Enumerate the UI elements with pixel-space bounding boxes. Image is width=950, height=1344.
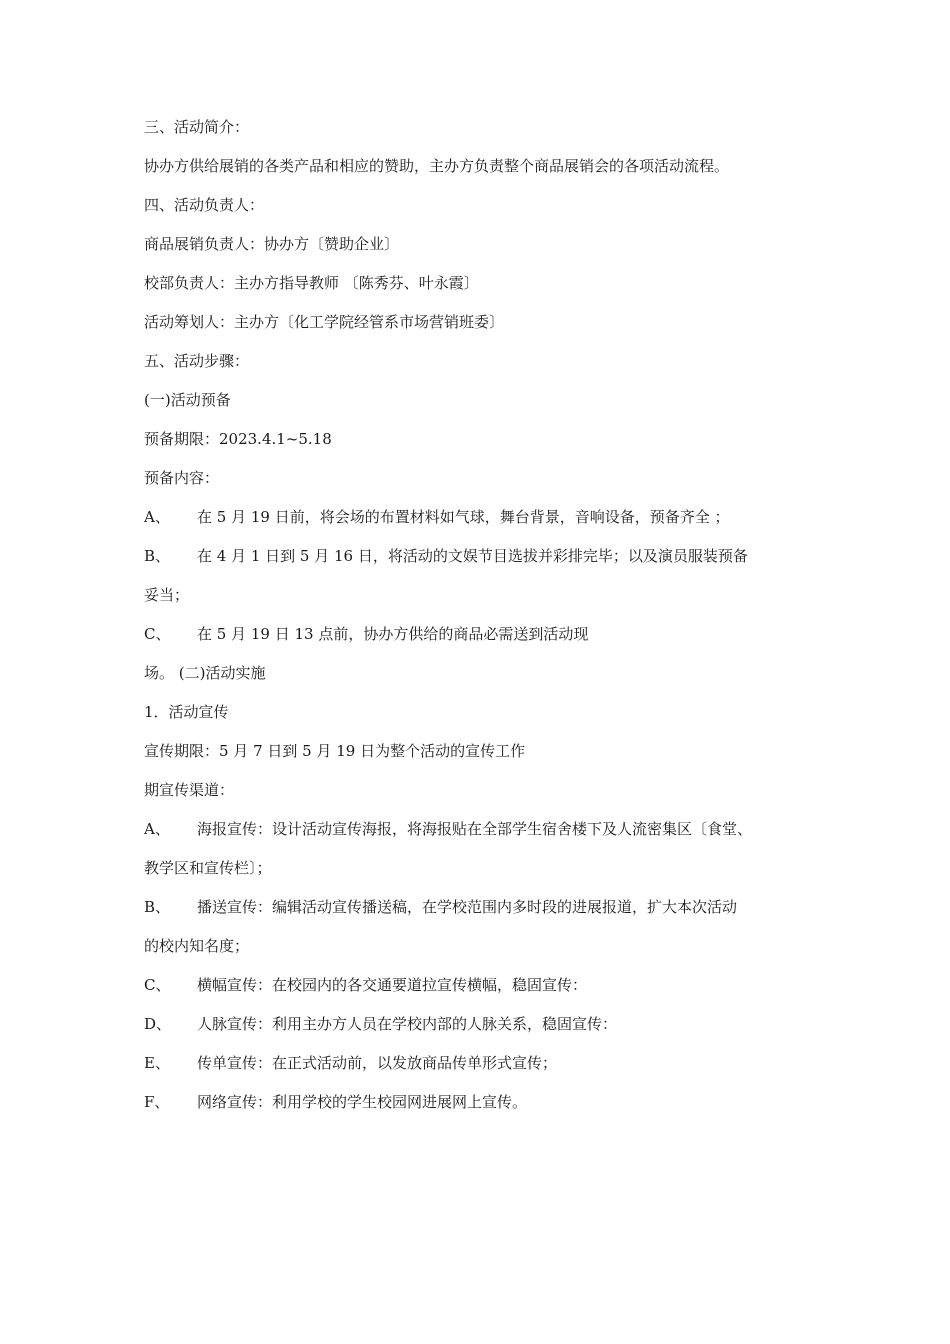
list-item-text: 网络宣传：利用学校的学生校园网进展网上宣传。 bbox=[197, 1093, 528, 1111]
prep-item-a bbox=[144, 498, 824, 537]
intro-paragraph: 协办方供给展销的各类产品和相应的赞助，主办方负责整个商品展销会的各项活动流程。 bbox=[144, 157, 730, 175]
list-marker: F、 bbox=[144, 1093, 170, 1111]
list-item-text: 横幅宣传：在校园内的各交通要道拉宣传横幅，稳固宣传： bbox=[197, 976, 588, 994]
promotion-channels-label: 期宣传渠道： bbox=[144, 781, 235, 799]
list-marker: B、 bbox=[144, 898, 171, 916]
channel-item-e bbox=[144, 1044, 824, 1083]
person-in-charge-3: 活动筹划人：主办方〔化工学院经管系市场营销班委〕 bbox=[144, 313, 505, 331]
channel-item-d bbox=[144, 1005, 824, 1044]
list-item-text: 人脉宣传：利用主办方人员在学校内部的人脉关系，稳固宣传： bbox=[197, 1015, 618, 1033]
document-page bbox=[144, 108, 824, 1122]
list-marker: E、 bbox=[144, 1054, 170, 1072]
prep-item-b-continued: 妥当； bbox=[144, 586, 190, 604]
section-heading-4: 四、活动负责人： bbox=[144, 196, 265, 214]
channel-item-b-continued: 的校内知名度； bbox=[144, 937, 250, 955]
preparation-content-label: 预备内容： bbox=[144, 469, 220, 487]
channel-item-b bbox=[144, 888, 824, 927]
subsection-implementation: 场。 (二)活动实施 bbox=[144, 664, 266, 682]
list-marker: C、 bbox=[144, 976, 171, 994]
prep-item-b bbox=[144, 537, 824, 576]
subsection-preparation: (一)活动预备 bbox=[144, 391, 231, 409]
person-in-charge-2: 校部负责人：主办方指导教师 〔陈秀芬、叶永霞〕 bbox=[144, 274, 479, 292]
list-item-text: 在 4 月 1 日到 5 月 16 日，将活动的文娱节目选拔并彩排完毕；以及演员服装预备 bbox=[197, 547, 748, 565]
list-marker: D、 bbox=[144, 1015, 172, 1033]
preparation-period: 预备期限：2023.4.1~5.18 bbox=[144, 430, 332, 448]
channel-item-f bbox=[144, 1083, 824, 1122]
prep-item-c bbox=[144, 615, 824, 654]
section-heading-3: 三、活动简介： bbox=[144, 118, 250, 136]
channel-item-a-continued: 教学区和宣传栏〕； bbox=[144, 859, 272, 877]
list-marker: B、 bbox=[144, 547, 171, 565]
promotion-period: 宣传期限：5 月 7 日到 5 月 19 日为整个活动的宣传工作 bbox=[144, 742, 526, 760]
list-item-text: 传单宣传：在正式活动前，以发放商品传单形式宣传； bbox=[197, 1054, 558, 1072]
list-item-text: 播送宣传：编辑活动宣传播送稿，在学校范围内多时段的进展报道，扩大本次活动 bbox=[197, 898, 738, 916]
list-marker: C、 bbox=[144, 625, 171, 643]
section-heading-5: 五、活动步骤： bbox=[144, 352, 250, 370]
list-item-text: 在 5 月 19 日 13 点前，协办方供给的商品必需送到活动现 bbox=[197, 625, 589, 643]
channel-item-c bbox=[144, 966, 824, 1005]
promotion-heading: 1．活动宣传 bbox=[144, 703, 229, 721]
person-in-charge-1: 商品展销负责人：协办方〔赞助企业〕 bbox=[144, 235, 400, 253]
channel-item-a bbox=[144, 810, 824, 849]
list-item-text: 海报宣传：设计活动宣传海报，将海报贴在全部学生宿舍楼下及人流密集区〔食堂、 bbox=[197, 820, 753, 838]
list-marker: A、 bbox=[144, 820, 170, 838]
list-marker: A、 bbox=[144, 508, 170, 526]
list-item-text: 在 5 月 19 日前，将会场的布置材料如气球，舞台背景，音响设备，预备齐全 ； bbox=[197, 508, 730, 526]
